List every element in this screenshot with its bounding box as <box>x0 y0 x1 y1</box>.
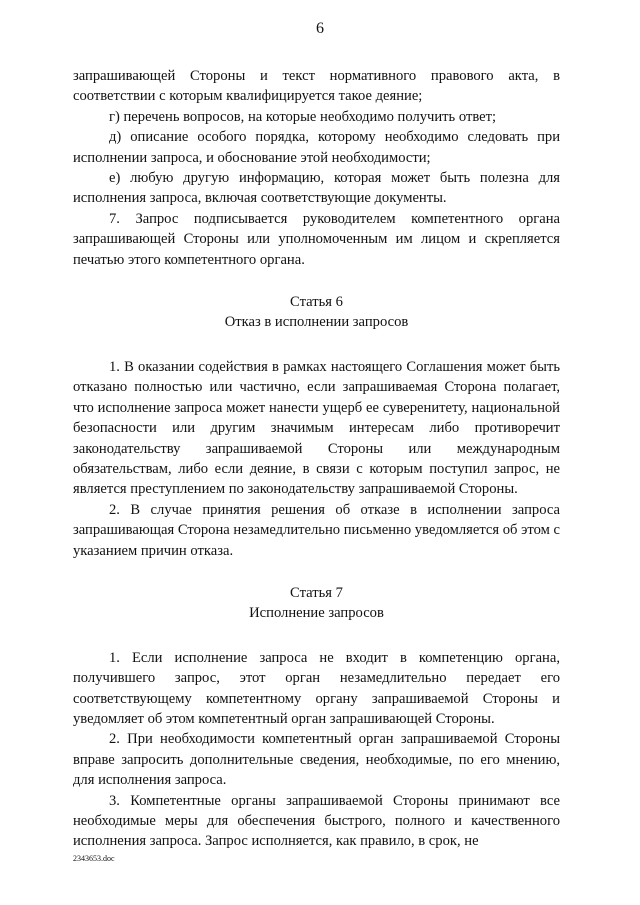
paragraph-continuation: запрашивающей Стороны и текст нормативного правового акта, в соответствии с которым квалифицируется такое деяние; <box>73 68 560 105</box>
list-item-d: д) описание особого порядка, которому необходимо следовать при исполнении запроса, и обоснование этой необходимости; <box>73 129 560 166</box>
article-6-paragraph-2: 2. В случае принятия решения об отказе в исполнении запроса запрашивающая Сторона незамедлительно письменно уведомляется об этом с указанием причин отказа. <box>73 501 560 559</box>
document-body <box>73 66 560 852</box>
article-7-title: Исполнение запросов <box>249 605 384 622</box>
article-7-paragraph-1: 1. Если исполнение запроса не входит в компетенцию органа, получившего запрос, этот орган незамедлительно передает его соответствующему компетентному органу запрашиваемой Стороны и уведомляет об этом компетентный орган запрашивающей Стороны. <box>73 649 560 727</box>
article-6-title: Отказ в исполнении запросов <box>224 314 409 331</box>
spacer <box>73 333 560 357</box>
footer-filename: 2343653.doc <box>73 854 115 863</box>
list-item-g: г) перечень вопросов, на которые необходимо получить ответ; <box>109 108 497 125</box>
article-7-paragraph-2: 2. При необходимости компетентный орган запрашиваемой Стороны вправе запросить дополнительные сведения, необходимые, по его мнению, для исполнения запроса. <box>73 731 560 789</box>
article-7-paragraph-3: 3. Компетентные органы запрашиваемой Стороны принимают все необходимые меры для обеспечения быстрого, полного и качественного исполнения запроса. Запрос исполняется, как правило, в срок, не <box>73 792 560 850</box>
list-item-e: е) любую другую информацию, которая может быть полезна для исполнения запроса, включая соответствующие документы. <box>73 170 560 207</box>
spacer <box>73 624 560 648</box>
article-6-number: Статья 6 <box>290 294 343 311</box>
paragraph-7: 7. Запрос подписывается руководителем компетентного органа запрашивающей Стороны или уполномоченным им лицом и скрепляется печатью этого компетентного органа. <box>73 210 560 268</box>
article-6-paragraph-1: 1. В оказании содействия в рамках настоящего Соглашения может быть отказано полностью или частично, если запрашиваемая Сторона полагает, что исполнение запроса может нанести ущерб ее суверенитету, национальной безопасности или другим значимым интересам либо противоречит законодательству запрашиваемой Стороны или международным обязательствам, либо если деяние, в связи с которым поступил запрос, не является преступлением по законодательству запрашиваемой Стороны. <box>73 358 560 498</box>
page-number: 6 <box>316 20 324 37</box>
article-7-number: Статья 7 <box>290 584 343 601</box>
